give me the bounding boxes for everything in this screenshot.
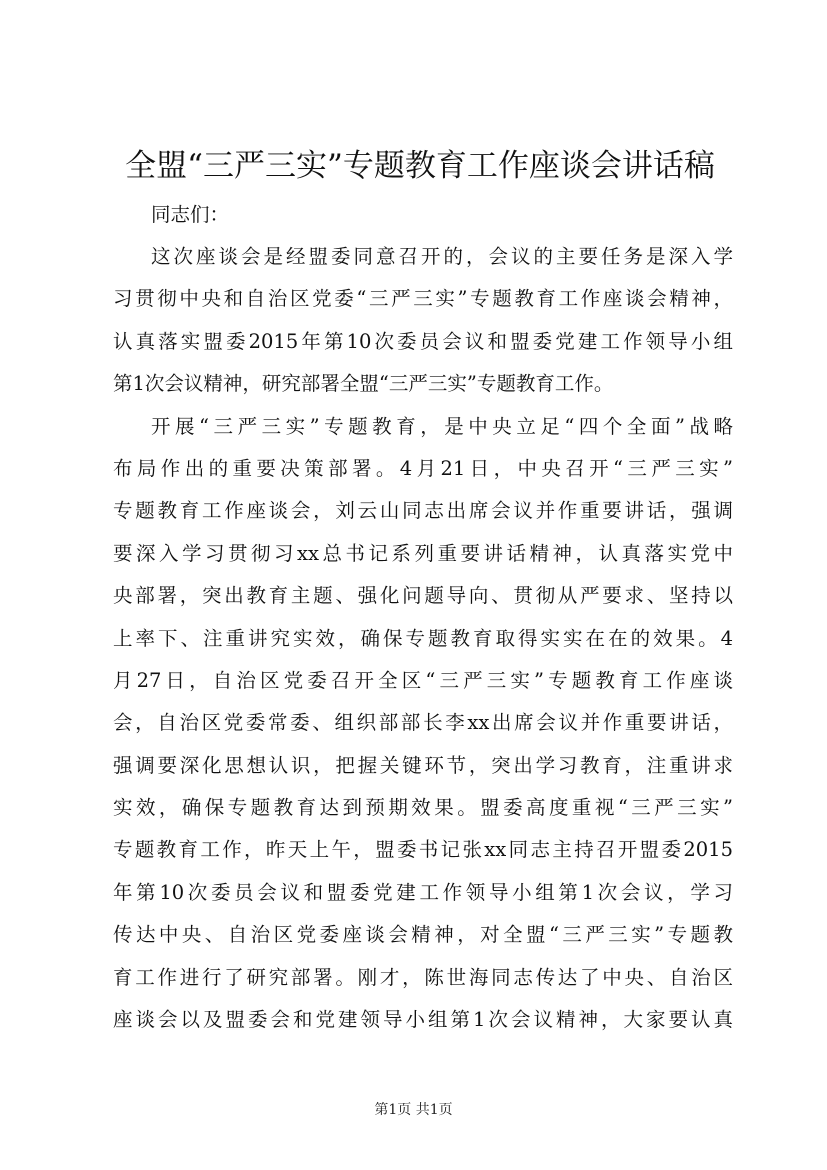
- text-line: 要深入学习贯彻习xx总书记系列重要讲话精神，认真落实党中: [113, 541, 733, 565]
- text-line: 年第10次委员会议和盟委党建工作领导小组第1次会议，学习: [113, 880, 733, 904]
- page-footer: 第1页 共1页: [374, 1102, 453, 1118]
- text-line: 育工作进行了研究部署。刚才，陈世海同志传达了中央、自治区: [113, 965, 733, 989]
- text-line: 会，自治区党委常委、组织部部长李xx出席会议并作重要讲话，: [113, 711, 733, 735]
- text-line: 实效，确保专题教育达到预期效果。盟委高度重视“三严三实”: [113, 796, 733, 820]
- text-line: 专题教育工作，昨天上午，盟委书记张xx同志主持召开盟委2015: [113, 838, 733, 862]
- text-line: 这次座谈会是经盟委同意召开的，会议的主要任务是深入学: [151, 245, 733, 268]
- text-line: 布局作出的重要决策部署。4月21日，中央召开“三严三实”: [113, 456, 733, 480]
- text-line: 强调要深化思想认识，把握关键环节，突出学习教育，注重讲求: [113, 753, 733, 777]
- text-line: 开展“三严三实”专题教育，是中央立足“四个全面”战略: [151, 414, 733, 438]
- text-line: 座谈会以及盟委会和党建领导小组第1次会议精神，大家要认真: [113, 1008, 733, 1032]
- document-body: [113, 194, 733, 1041]
- text-line: 月27日，自治区党委召开全区“三严三实”专题教育工作座谈: [113, 668, 733, 692]
- text-line: 央部署，突出教育主题、强化问题导向、贯彻从严要求、坚持以: [113, 584, 733, 608]
- text-line: 认真落实盟委2015年第10次委员会议和盟委党建工作领导小组: [113, 329, 733, 353]
- paragraph-2: [113, 406, 733, 1042]
- text-line: 传达中央、自治区党委座谈会精神，对全盟“三严三实”专题教: [113, 923, 733, 947]
- text-line: 第1次会议精神，研究部署全盟“三严三实”专题教育工作。: [113, 372, 614, 396]
- text-line: 专题教育工作座谈会，刘云山同志出席会议并作重要讲话，强调: [113, 499, 733, 523]
- document-title: 全盟“三严三实”专题教育工作座谈会讲话稿: [125, 148, 715, 184]
- text-line: 习贯彻中央和自治区党委“三严三实”专题教育工作座谈会精神，: [113, 287, 733, 311]
- paragraph-1: [113, 236, 733, 406]
- text-line: 上率下、注重讲究实效，确保专题教育取得实实在在的效果。4: [113, 626, 733, 650]
- salutation: 同志们：: [151, 203, 230, 226]
